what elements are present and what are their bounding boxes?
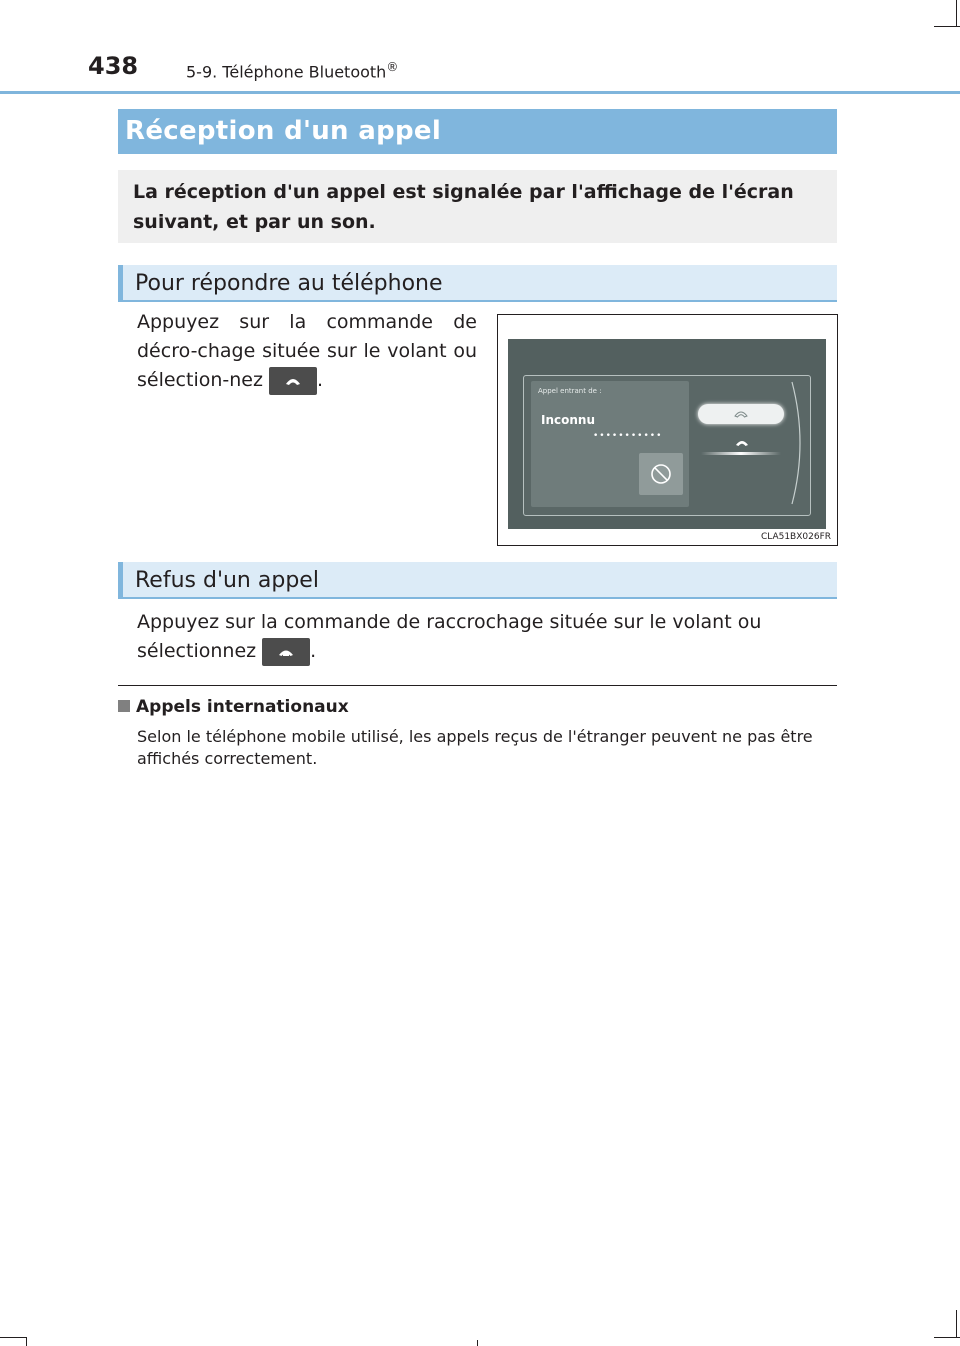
note-divider [118,685,837,686]
answer-phone-icon [269,367,317,395]
refuse-instruction [137,608,837,666]
refuse-heading-bar [118,562,123,597]
incoming-call-label: Appel entrant de : [538,387,602,395]
header-rule [0,91,960,94]
figure-code: CLA51BX026FR [760,532,831,542]
caller-name: Inconnu [541,413,595,427]
refuse-heading-text: Refus d'un appel [135,568,319,593]
block-icon [639,453,683,495]
section-title: Réception d'un appel [118,109,837,154]
answer-instruction-suffix: . [317,369,324,391]
answer-phone-button[interactable] [269,367,317,395]
refuse-heading [118,562,837,599]
hangup-phone-button[interactable] [262,638,310,666]
incoming-call-dialog [531,381,689,507]
intro-box [118,170,837,243]
chapter-title [186,60,398,81]
crop-mark-top-right-vertical [956,0,957,26]
hangup-glow-line [701,452,781,455]
refuse-instruction-suffix: . [310,640,317,662]
answer-heading-text: Pour répondre au téléphone [135,271,443,296]
display-screen [508,339,826,529]
answer-instruction-text: Appuyez sur la commande de décro-chage située sur le volant ou sélection-nez [137,311,477,391]
screen-answer-button[interactable] [698,404,784,424]
refuse-instruction-text: Appuyez sur la commande de raccrochage située sur le volant ou sélectionnez [137,611,762,662]
answer-heading-bar [118,265,123,300]
intro-text: La réception d'un appel est signalée par l'affichage de l'écran suivant, et par un son. [133,181,794,233]
note-heading [118,697,349,717]
chapter-text: 5-9. Téléphone Bluetooth [186,62,387,82]
incoming-call-screen-figure [497,314,838,546]
crop-mark-top-right-horizontal [934,26,960,27]
answer-phone-icon [698,404,784,424]
registered-mark: ® [386,60,399,74]
answer-instruction [137,308,477,395]
page-number: 438 [88,52,139,80]
crop-mark-bottom-right-horizontal [934,1337,960,1338]
screen-arc [786,378,808,508]
block-call-button[interactable] [639,453,683,495]
hangup-phone-icon [724,434,760,450]
crop-mark-bottom-center [477,1340,478,1346]
screen-hangup-button[interactable] [724,434,760,450]
note-text: Selon le téléphone mobile utilisé, les appels reçus de l'étranger peuvent ne pas être affichés correctement. [137,727,813,768]
crop-mark-bottom-left-vertical [26,1337,27,1346]
note-heading-text: Appels internationaux [136,697,349,717]
crop-mark-bottom-right-vertical [956,1310,957,1337]
crop-mark-bottom-left-horizontal [0,1337,26,1338]
answer-heading [118,265,837,302]
hangup-phone-icon [262,638,310,666]
screen-frame [523,375,811,516]
caller-number-mask: ••••••••••• [593,431,663,441]
note-square-bullet [118,700,130,712]
